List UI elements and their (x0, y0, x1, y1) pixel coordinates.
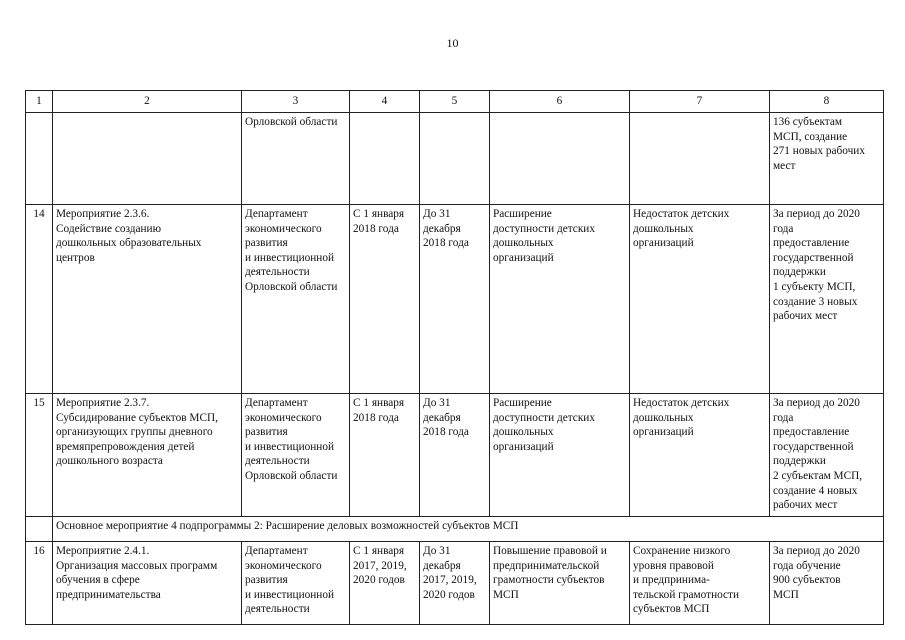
row-number-cell: 16 (26, 542, 53, 625)
executor-cell: Департамент экономического развития и инвестиционной деятельности (242, 542, 350, 625)
executor-cell: Департамент экономического развития и инвестиционной деятельности Орловской области (242, 205, 350, 394)
effect-cell: Расширение доступности детских дошкольных организаций (490, 205, 630, 394)
consequence-cell: Сохранение низкого уровня правовой и предпринима- тельской грамотности субъектов МСП (630, 542, 770, 625)
consequence-cell: Недостаток детских дошкольных организаций (630, 205, 770, 394)
section-title: Основное мероприятие 4 подпрограммы 2: Расширение деловых возможностей субъектов МСП (53, 517, 884, 542)
header-cell: 4 (350, 91, 420, 113)
header-cell: 5 (420, 91, 490, 113)
executor-cell: Департамент экономического развития и инвестиционной деятельности Орловской области (242, 394, 350, 517)
result-cell: 136 субъектам МСП, создание 271 новых рабочих мест (770, 113, 884, 205)
header-cell: 1 (26, 91, 53, 113)
effect-cell: Повышение правовой и предпринимательской грамотности субъектов МСП (490, 542, 630, 625)
table-cell (490, 113, 630, 205)
table-row (26, 205, 884, 394)
measure-cell: Мероприятие 2.4.1. Организация массовых программ обучения в сфере предпринимательства (53, 542, 242, 625)
row-number-cell: 15 (26, 394, 53, 517)
measures-table (25, 90, 884, 625)
start-date-cell: С 1 января 2017, 2019, 2020 годов (350, 542, 420, 625)
header-cell: 8 (770, 91, 884, 113)
table-cell (53, 113, 242, 205)
result-cell: За период до 2020 года предоставление государственной поддержки 2 субъектам МСП, создание 4 новых рабочих мест (770, 394, 884, 517)
page-number: 10 (446, 36, 459, 50)
end-date-cell: До 31 декабря 2018 года (420, 394, 490, 517)
result-cell: За период до 2020 года предоставление государственной поддержки 1 субъекту МСП, создание 3 новых рабочих мест (770, 205, 884, 394)
executor-cell: Орловской области (242, 113, 350, 205)
result-cell: За период до 2020 года обучение 900 субъектов МСП (770, 542, 884, 625)
table-cell (420, 113, 490, 205)
table-row-continuation (26, 113, 884, 205)
header-cell: 7 (630, 91, 770, 113)
header-cell: 3 (242, 91, 350, 113)
start-date-cell: С 1 января 2018 года (350, 205, 420, 394)
table-row (26, 542, 884, 625)
table-header-row (26, 91, 884, 113)
table-cell (350, 113, 420, 205)
measure-cell: Мероприятие 2.3.7. Субсидирование субъектов МСП, организующих группы дневного времяпрепровождения детей дошкольного возраста (53, 394, 242, 517)
table-cell (26, 113, 53, 205)
start-date-cell: С 1 января 2018 года (350, 394, 420, 517)
row-number-cell: 14 (26, 205, 53, 394)
measure-cell: Мероприятие 2.3.6. Содействие созданию дошкольных образовательных центров (53, 205, 242, 394)
table-cell (26, 517, 53, 542)
section-header-row (26, 517, 884, 542)
end-date-cell: До 31 декабря 2018 года (420, 205, 490, 394)
header-cell: 2 (53, 91, 242, 113)
end-date-cell: До 31 декабря 2017, 2019, 2020 годов (420, 542, 490, 625)
consequence-cell: Недостаток детских дошкольных организаций (630, 394, 770, 517)
effect-cell: Расширение доступности детских дошкольных организаций (490, 394, 630, 517)
header-cell: 6 (490, 91, 630, 113)
table-cell (630, 113, 770, 205)
table-row (26, 394, 884, 517)
